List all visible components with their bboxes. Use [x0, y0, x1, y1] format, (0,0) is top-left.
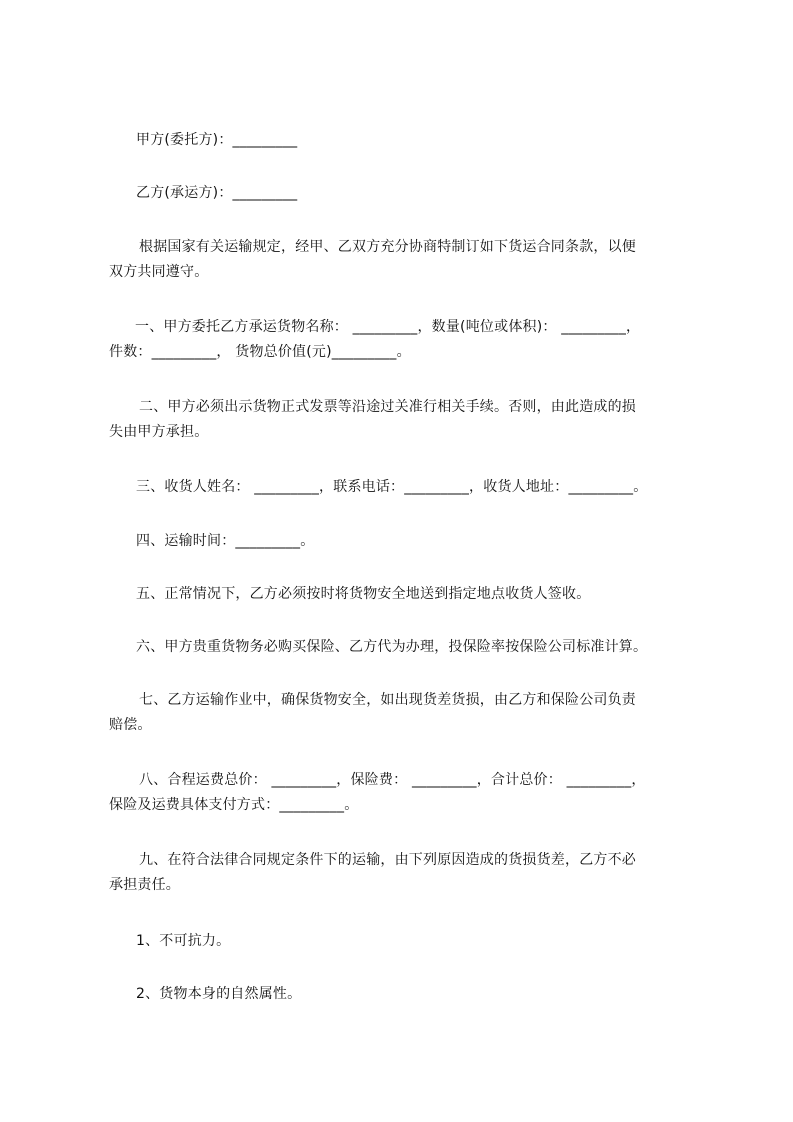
party-b-text: 乙方(承运方)：_________: [136, 185, 298, 201]
item-1-text: 1、不可抗力。: [136, 933, 231, 949]
clause-8-segment-1: 八、合程运费总价：: [139, 772, 267, 788]
clause-9-line-2: 承担责任。: [109, 877, 180, 893]
clause-8-line-2: 保险及运费具体支付方式：_________。: [109, 797, 359, 813]
clause-2-paragraph: [109, 395, 709, 445]
clause-6-paragraph: [109, 635, 736, 660]
clause-7-line-2: 赔偿。: [109, 717, 152, 733]
clause-8-segment-3: _________，合计总价：: [411, 772, 562, 788]
clause-8-segment-2: _________，保险费：: [271, 772, 408, 788]
clause-1-segment-2: _________，数量(吨位或体积)：: [352, 319, 557, 335]
clause-8-line-1: [109, 768, 709, 793]
clause-4-text: 四、运输时间：_________。: [136, 533, 315, 549]
clause-5-text: 五、正常情况下，乙方必须按时将货物安全地送到指定地点收货人签收。: [136, 586, 591, 602]
clause-1-paragraph: [109, 315, 709, 365]
clause-9-line-1: 九、在符合法律合同规定条件下的运输，由下列原因造成的货损货差，乙方不必: [139, 852, 636, 868]
clause-8-paragraph: [109, 768, 709, 818]
item-1-paragraph: [109, 929, 736, 954]
party-a-text: 甲方(委托方)：_________: [136, 132, 298, 148]
clause-7-line-1: 七、乙方运输作业中，确保货物安全，如出现货差货损，由乙方和保险公司负责: [139, 692, 636, 708]
clause-1-segment-3: _________，: [561, 319, 641, 335]
clause-1-segment-1: 一、甲方委托乙方承运货物名称：: [135, 319, 348, 335]
item-2-text: 2、货物本身的自然属性。: [136, 986, 302, 1002]
clause-6-text: 六、甲方贵重货物务必购买保险、乙方代为办理，投保险率按保险公司标准计算。: [136, 639, 648, 655]
preamble-paragraph: [109, 235, 709, 285]
clause-7-paragraph: [109, 688, 709, 738]
preamble-line-1: 根据国家有关运输规定，经甲、乙双方充分协商特制订如下货运合同条款，以便: [139, 239, 636, 255]
party-b-line: [109, 181, 736, 206]
clause-2-line-2: 失由甲方承担。: [109, 424, 209, 440]
clause-4-paragraph: [109, 529, 736, 554]
preamble-line-2: 双方共同遵守。: [109, 264, 209, 280]
party-a-line: [109, 128, 736, 153]
clause-1-line-1: [109, 315, 709, 340]
clause-5-paragraph: [109, 582, 736, 607]
clause-3-paragraph: [109, 475, 736, 500]
clause-3-text: 三、收货人姓名： _________，联系电话：_________，收货人地址：_________。: [136, 479, 648, 495]
clause-9-paragraph: [109, 848, 709, 898]
clause-2-line-1: 二、甲方必须出示货物正式发票等沿途过关准行相关手续。否则，由此造成的损: [139, 399, 636, 415]
clause-1-line-2: 件数：_________， 货物总价值(元)_________。: [109, 344, 411, 360]
clause-8-segment-4: _________，: [566, 772, 646, 788]
item-2-paragraph: [109, 982, 736, 1007]
